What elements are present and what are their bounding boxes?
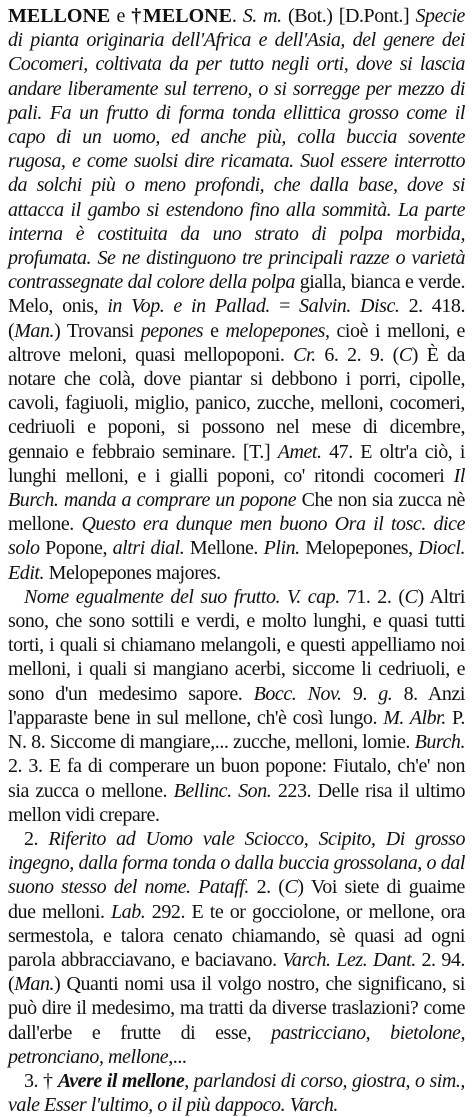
text-run: Popone,: [39, 537, 113, 560]
text-run: 2. (: [248, 876, 285, 899]
text-run: Avere il mellone: [57, 1069, 185, 1092]
text-run: ,: [184, 1069, 194, 1092]
text-run: in Vop. e in Pallad.: [107, 295, 270, 318]
text-run: Cr.: [293, 343, 316, 366]
text-run: Varch. Lez. Dant.: [282, 948, 416, 971]
text-run: Salvin. Disc.: [299, 295, 400, 318]
text-run: Bellinc. Son.: [173, 779, 272, 802]
text-run: Nome egualmente del suo frutto. V. cap.: [24, 585, 340, 608]
text-run: ) Quanti nomi usa il volgo nostro, che significano, si può dire il medesimo, ma tratti da diverse traslazioni? come dall'erbe e frutte di esse,: [8, 973, 465, 1044]
text-run: 47. E oltr'a ciò, i lunghi melloni, e i gialli poponi, co' ritondi cocomeri: [8, 440, 465, 487]
text-run: parlandosi di corso, giostra, o sim., vale Esser l'ultimo, o il più dappoco. Varch.: [8, 1069, 465, 1117]
text-run: M. Albr.: [383, 706, 446, 729]
text-run: C: [404, 585, 418, 608]
text-run: C: [284, 876, 298, 899]
text-run: e: [203, 319, 226, 342]
entry-idiom-paragraph: [8, 1069, 465, 1117]
text-run: Plin.: [263, 537, 300, 560]
text-run: ) È da notare che colà, dove piantar si debbono i porri, cipolle, cavoli, fagiuoli, miglio, panico, zucche, melloni, cocomeri, cedriuoli e poponi, si possono nel mese di dicembre, gennaio e febbraio seminare. [: [8, 343, 465, 463]
text-run: 2. 94. (: [8, 948, 465, 996]
text-run: =: [269, 295, 300, 318]
text-run: 2. 418. (: [8, 295, 465, 342]
text-run: Riferito ad Uomo vale Sciocco, Scipito, Di grosso ingegno, dalla forma tonda o dalla buccia grossolana, o dal suono stesso del nome. Pataff.: [8, 827, 465, 899]
text-run: 2. 3. E fa di comperare un buon popone: Fiutalo, ch'e' non sia zucca o mellone.: [8, 755, 465, 802]
text-run: Specie di pianta originaria dell'Africa e dell'Asia, del genere dei Cocomeri, coltivata da per tutto negli orti, dove si lascia andare liberamente sul terreno, o si sorregge per mezzo di pali. Fa un frutto di forma tonda ellittica grosso come il capo di un uomo, ed anche più, colla buccia sovente rugosa, e come suolsi dire ricamata. Suol essere interrotto da solchi più o meno profondi, che dalla base, dove si attacca il gambo si estendono fino alla sommità. La parte interna è costituita da uno strato di polpa morbida, profumata. Se ne distinguono tre principali razze o varietà contrassegnate dal colore della polpa: [8, 5, 465, 294]
text-run: Il Burch. manda a comprare un popone: [8, 464, 465, 512]
text-run: 71. 2. (: [339, 585, 405, 608]
text-run: MELLONE: [8, 5, 111, 27]
text-run: S. m.: [242, 5, 282, 27]
text-run: , cioè i melloni, e altrove meloni, quasi mellopoponi.: [8, 319, 465, 366]
text-run: pastricciano, bietolone, petronciano, mellone: [8, 1021, 465, 1068]
text-run: g.: [378, 682, 393, 705]
text-run: Lab.: [111, 900, 146, 923]
text-run: 6. 2. 9. (: [315, 343, 399, 366]
text-run: C: [398, 343, 412, 366]
text-run: pepones: [140, 319, 204, 342]
text-run: 3. †: [24, 1069, 58, 1092]
text-run: ) Trovansi: [54, 319, 141, 342]
text-run: 2.: [24, 827, 49, 850]
text-run: 9.: [341, 682, 379, 705]
text-run: melopepones: [225, 319, 325, 342]
text-run: T.: [249, 440, 264, 463]
text-run: 8. Anzi l'apparaste bene in sul mellone, ch'è così lungo.: [8, 682, 465, 729]
text-run: altri dial.: [112, 537, 185, 560]
text-run: ,...: [168, 1045, 187, 1068]
text-run: gialla, bianca e verde. Melo, onis,: [8, 271, 466, 318]
text-run: Diocl. Edit.: [8, 537, 465, 584]
text-run: (Bot.) [D.Pont.]: [281, 5, 416, 27]
text-run: 223. Delle risa il ultimo mellon vidi crepare.: [8, 779, 466, 826]
text-run: .: [231, 5, 243, 27]
text-run: Questo era dunque men buono Ora il tosc. dice solo: [8, 513, 466, 560]
text-run: ]: [263, 440, 278, 463]
entry-fruit-paragraph: [8, 585, 465, 827]
text-run: Man.: [14, 973, 55, 996]
text-run: ) Voi siete di guaime due melloni.: [8, 876, 465, 923]
text-run: Amet.: [277, 440, 322, 463]
text-run: Bocc. Nov.: [253, 682, 342, 705]
text-run: P. N. 8. Siccome di mangiare,... zucche, melloni, lomie.: [8, 706, 465, 754]
entry-definition-paragraph: [8, 4, 465, 585]
text-run: 292. E te or gocciolone, or mellone, ora sermestola, e talora cenato chiamando, sè quasi ad ogni parola abbracciavano, e baciavano.: [8, 900, 465, 971]
text-run: ) Altri sono, che sono sottili e verdi, e molto lunghi, e quasi tutti torti, i quali si chiamano melangoli, e questi appelliamo noi melloni, i quali si mangiano acerbi, siccome li cedriuoli, e sono d'un medesimo sapore.: [8, 585, 465, 705]
text-run: Che non sia zucca nè mellone.: [8, 489, 465, 536]
text-run: Melopepones,: [299, 537, 419, 560]
text-run: Man.: [14, 319, 55, 342]
entry-figurative-paragraph: [8, 827, 465, 1069]
text-run: Burch.: [414, 731, 465, 754]
text-run: Mellone.: [184, 537, 264, 560]
text-run: Melopepones majores.: [44, 561, 221, 584]
text-run: †MELONE: [131, 5, 232, 27]
text-run: e: [110, 5, 132, 27]
